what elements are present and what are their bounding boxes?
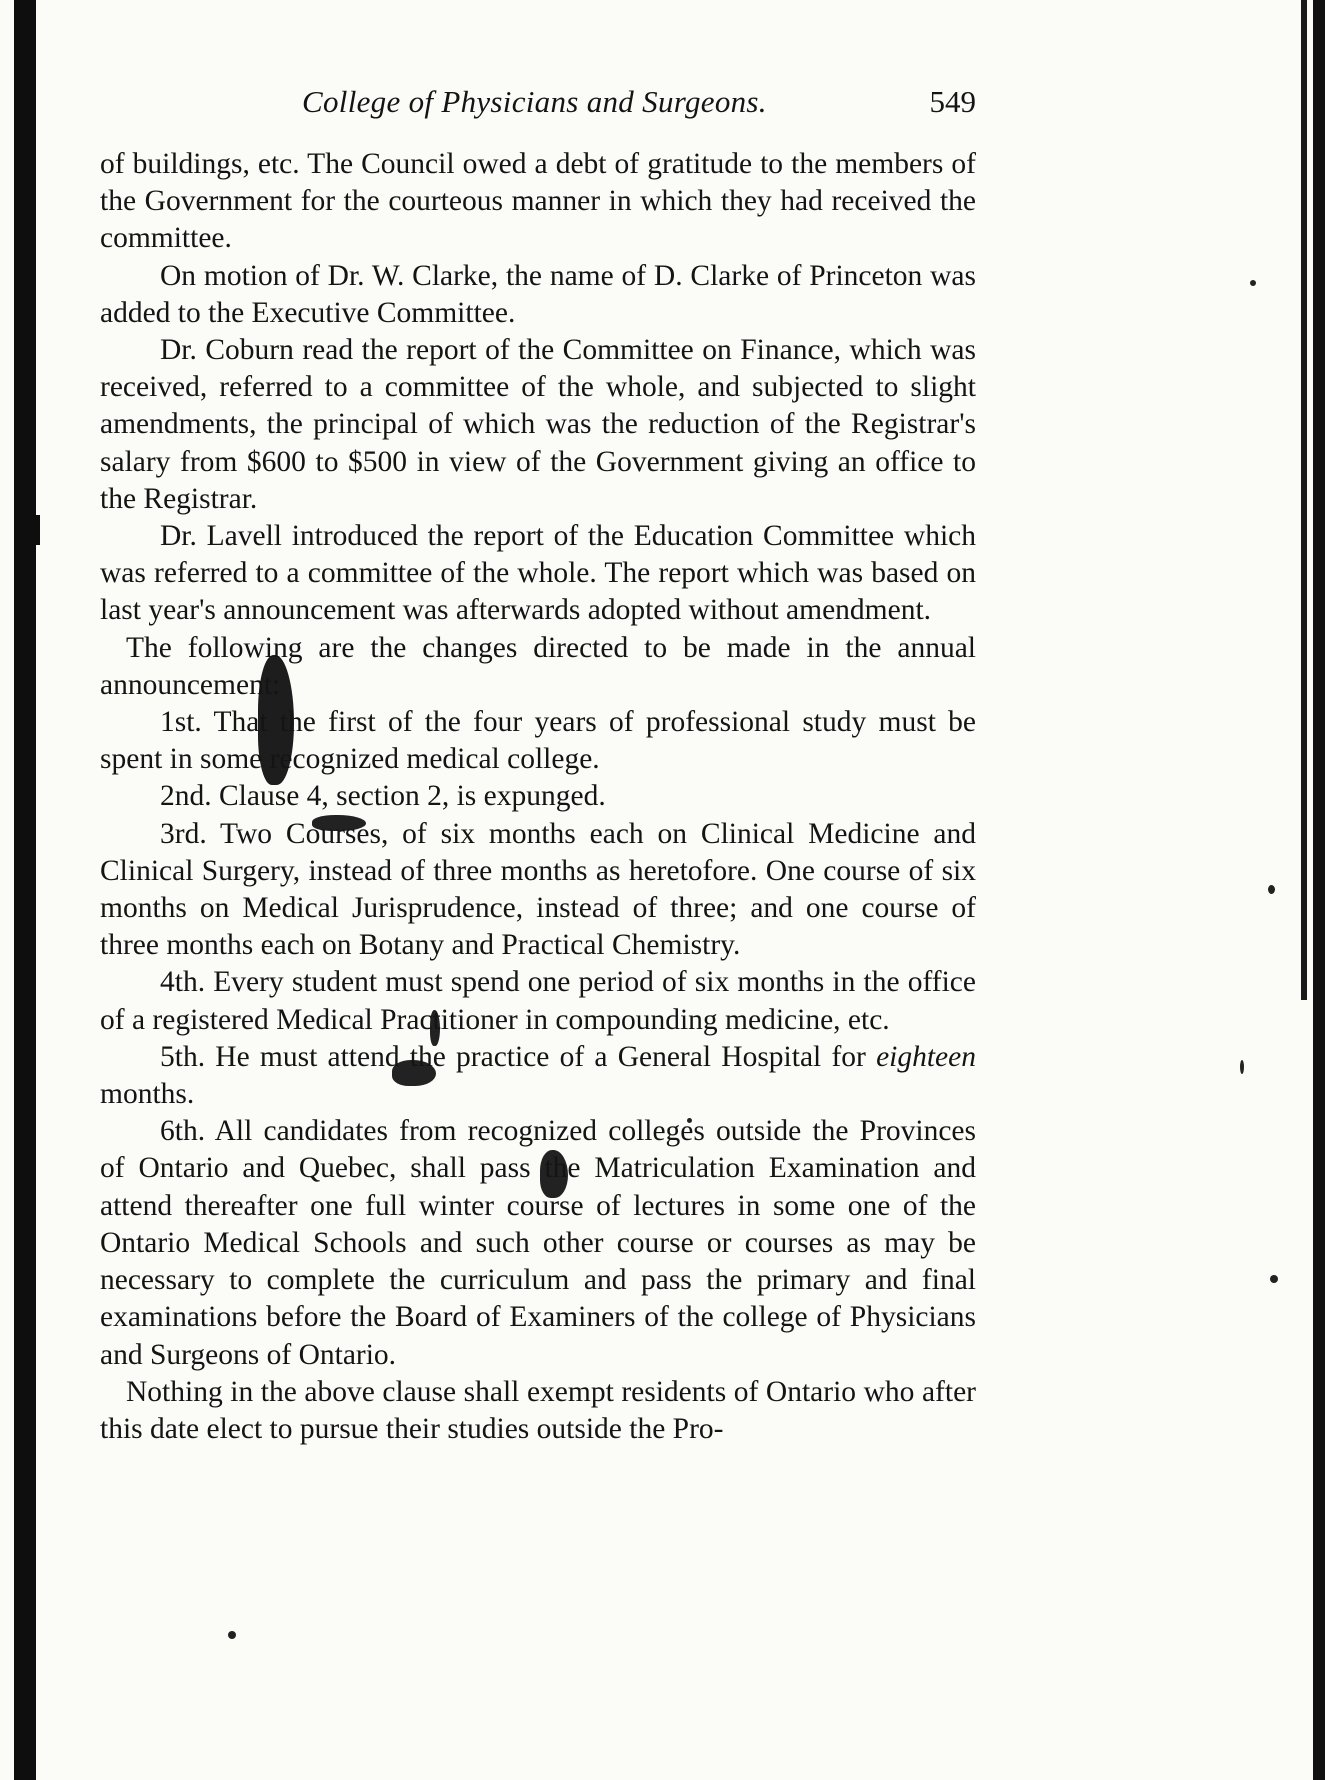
paragraph: On motion of Dr. W. Clarke, the name of D. Clarke of Princeton was added to the Executive Committee. xyxy=(100,259,976,329)
binding-notch xyxy=(30,515,40,545)
list-item-emphasis: eighteen xyxy=(876,1040,976,1073)
scan-speck xyxy=(1240,1060,1244,1074)
paragraph: Dr. Coburn read the report of the Committee on Finance, which was received, referred to a committee of the whole, and subjected to slight amendments, the principal of which was the reduction of the Registrar's salary from $600 to $500 in view of the Government giving an office to the Registrar. xyxy=(100,334,976,515)
page-number: 549 xyxy=(929,84,976,119)
list-item-text: months. xyxy=(100,1078,195,1111)
list-item: 2nd. Clause 4, section 2, is expunged. xyxy=(160,780,606,813)
paragraph: Nothing in the above clause shall exempt residents of Ontario who after this date elect to pursue their studies outside the Pro- xyxy=(100,1375,976,1445)
list-item: 4th. Every student must spend one period of six months in the office of a registered Medical Practitioner in compounding medicine, etc. xyxy=(100,966,976,1036)
paragraph: The following are the changes directed to be made in the annual announcement: xyxy=(100,631,976,701)
page-edge-right xyxy=(1313,0,1325,1780)
paragraph: of buildings, etc. The Council owed a debt of gratitude to the members of the Government for the courteous manner in which they had received the committee. xyxy=(100,148,976,255)
running-header xyxy=(96,84,986,124)
list-item: 1st. That the first of the four years of professional study must be spent in some recognized medical college. xyxy=(100,706,976,776)
page-edge-right-inner xyxy=(1301,0,1307,1000)
body-text xyxy=(100,146,976,1448)
scan-speck xyxy=(1270,1275,1278,1283)
list-item: 6th. All candidates from recognized colleges outside the Provinces of Ontario and Quebec, shall pass the Matriculation Examination and attend thereafter one full winter course of lectures in some one of the Ontario Medical Schools and such other course or courses as may be necessary to complete the curriculum and pass the primary and final examinations before the Board of Examiners of the college of Physicians and Surgeons of Ontario. xyxy=(100,1115,976,1371)
scan-speck xyxy=(228,1631,236,1639)
running-title: College of Physicians and Surgeons. xyxy=(302,84,767,119)
paragraph: Dr. Lavell introduced the report of the Education Committee which was referred to a committee of the whole. The report which was based on last year's announcement was afterwards adopted without amendment. xyxy=(100,520,976,627)
list-item xyxy=(100,1039,976,1113)
scan-speck xyxy=(1250,280,1256,286)
scan-speck xyxy=(1268,885,1275,894)
list-item-text: 5th. He must attend the practice of a General Hospital for xyxy=(160,1040,877,1073)
list-item: 3rd. Two Courses, of six months each on Clinical Medicine and Clinical Surgery, instead of three months as heretofore. One course of six months on Medical Jurisprudence, instead of three; and one course of three months each on Botany and Practical Chemistry. xyxy=(100,817,976,962)
binding-shadow-left xyxy=(14,0,36,1780)
